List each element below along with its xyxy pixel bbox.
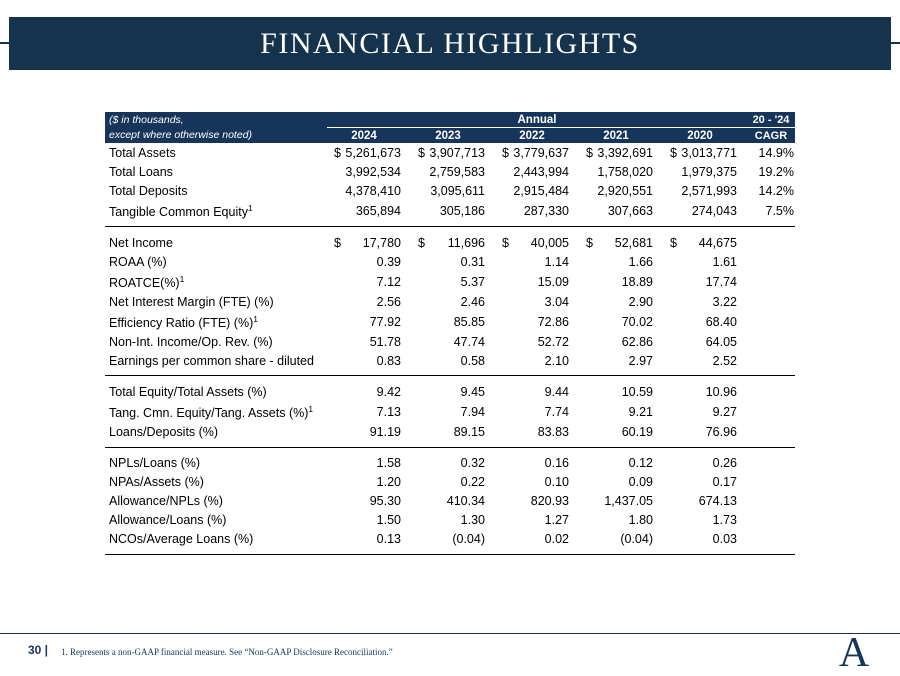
cell-value: 15.09 [537,274,569,289]
cell-value: 1.58 [376,456,401,471]
table-row [105,382,795,401]
cell-value: 3,392,691 [597,145,653,160]
row-label: Tang. Cmn. Equity/Tang. Assets (%)$^1$ [109,403,314,421]
section-divider [105,221,795,233]
value-cell [579,492,663,511]
cell-value: 674.13 [698,494,737,509]
year-header-2020: 2020 [663,128,747,144]
cell-value: 95.30 [369,494,401,509]
table-row [105,332,795,351]
value-cell [327,332,411,351]
table-row [105,530,795,549]
value-cell [579,162,663,181]
value-cell [495,423,579,442]
cell-value: 2.10 [544,353,569,368]
value-cell [327,382,411,401]
cell-value: 3,013,771 [681,145,737,160]
cell-value: 0.32 [460,456,485,471]
value-cell [495,401,579,422]
row-label: ROAA (%) [109,254,167,269]
value-cell [579,530,663,549]
section-divider-cell [105,370,795,382]
cell-value: 9.27 [712,405,737,420]
table-row [105,511,795,530]
cell-value: 9.44 [544,384,569,399]
table-row [105,292,795,311]
table-row [105,454,795,473]
cell-value: 3,992,534 [345,164,401,179]
dollar-sign: $ [418,235,425,250]
value-cell [663,530,747,549]
footnote-marker: 1 [179,273,185,284]
cell-value: 70.02 [621,314,653,329]
table-row [105,233,795,252]
cagr-value [747,511,795,530]
cagr-value [747,233,795,252]
value-cell [327,271,411,292]
title-banner [9,17,891,70]
cell-value: 1,979,375 [681,164,737,179]
divider-line [105,447,795,448]
value-cell [327,233,411,252]
cell-value: 7.94 [460,405,485,420]
dollar-sign: $ [334,145,341,160]
value-cell [327,473,411,492]
value-cell [579,332,663,351]
row-label: Total Equity/Total Assets (%) [109,384,267,399]
value-cell [327,252,411,271]
value-cell [495,530,579,549]
cell-value: 0.13 [376,532,401,547]
units-note-line2: except where otherwise noted) [105,128,327,144]
row-label: Total Loans [109,164,173,179]
cell-value: 9.42 [376,384,401,399]
cell-value: 68.40 [705,314,737,329]
cell-value: 9.45 [460,384,485,399]
cell-value: 51.78 [369,334,401,349]
section-divider-cell [105,549,795,561]
cell-value: 47.74 [453,334,485,349]
footnote-marker: 1 [247,202,253,213]
cell-value: 2,443,994 [513,164,569,179]
value-cell [663,233,747,252]
cell-value: 1.27 [544,513,569,528]
section-divider-cell [105,221,795,233]
value-cell [663,423,747,442]
cell-value: 5.37 [460,274,485,289]
cell-value: 2.56 [376,294,401,309]
value-cell [327,351,411,370]
value-cell [579,233,663,252]
cagr-value [747,351,795,370]
value-cell [663,162,747,181]
cell-value: 0.58 [460,353,485,368]
value-cell [663,511,747,530]
value-cell [663,143,747,162]
value-cell [663,454,747,473]
value-cell [663,382,747,401]
slide-title: FINANCIAL HIGHLIGHTS [260,26,640,60]
cell-value: 0.22 [460,475,485,490]
table-row [105,401,795,422]
dollar-sign: $ [586,235,593,250]
row-label: NPAs/Assets (%) [109,475,204,490]
banner-edge-line-left [0,42,9,44]
value-cell [495,332,579,351]
table-row [105,351,795,370]
cagr-value [747,530,795,549]
cell-value: 2,915,484 [513,183,569,198]
cagr-value [747,252,795,271]
cell-value: 1,437.05 [604,494,653,509]
row-label: Loans/Deposits (%) [109,425,219,440]
cell-value: 307,663 [607,203,653,218]
cell-value: 76.96 [705,425,737,440]
cell-value: 5,261,673 [345,145,401,160]
row-label: Efficiency Ratio (FTE) (%)$^1$ [109,313,258,330]
cell-value: 60.19 [621,425,653,440]
value-cell [327,511,411,530]
cell-value: 89.15 [453,425,485,440]
cell-value: 365,894 [355,203,401,218]
cell-value: 9.21 [628,405,653,420]
table-row [105,423,795,442]
cell-value: 410.34 [446,494,485,509]
cell-value: 2,571,993 [681,183,737,198]
cell-value: 305,186 [439,203,485,218]
section-divider-cell [105,442,795,454]
table-row [105,200,795,221]
value-cell [579,351,663,370]
cell-value: 3,779,637 [513,145,569,160]
value-cell [663,492,747,511]
row-label: NPLs/Loans (%) [109,456,201,471]
cagr-value [747,382,795,401]
dollar-sign: $ [502,145,509,160]
value-cell [327,143,411,162]
cagr-value [747,423,795,442]
cell-value: 0.12 [628,456,653,471]
value-cell [495,200,579,221]
cell-value: 1.30 [460,513,485,528]
cagr-value [747,473,795,492]
cell-value: 1.20 [376,475,401,490]
cell-value: 4,378,410 [345,183,401,198]
cell-value: 820.93 [530,494,569,509]
value-cell [327,454,411,473]
value-cell [579,181,663,200]
dollar-sign: $ [670,235,677,250]
cell-value: (0.04) [452,532,485,547]
table-section [105,143,795,221]
dollar-sign: $ [586,145,593,160]
row-label: Net Income [109,235,173,250]
dollar-sign: $ [502,235,509,250]
table-row [105,473,795,492]
cell-value: 85.85 [453,314,485,329]
cell-value: (0.04) [620,532,653,547]
table-row [105,311,795,332]
cell-value: 1.14 [544,254,569,269]
divider-line [105,554,795,555]
value-cell [411,271,495,292]
value-cell [495,162,579,181]
value-cell [327,181,411,200]
value-cell [411,332,495,351]
table-row [105,271,795,292]
value-cell [495,473,579,492]
cell-value: 0.31 [460,254,485,269]
value-cell [411,423,495,442]
value-cell [411,351,495,370]
cell-value: 17.74 [705,274,737,289]
value-cell [579,143,663,162]
row-label: Earnings per common share - diluted [109,353,314,368]
section-divider [105,549,795,561]
row-label: Net Interest Margin (FTE) (%) [109,294,274,309]
value-cell [579,423,663,442]
cell-value: 83.83 [537,425,569,440]
value-cell [663,332,747,351]
cell-value: 0.26 [712,456,737,471]
row-label: Allowance/NPLs (%) [109,494,223,509]
value-cell [411,311,495,332]
value-cell [327,401,411,422]
cell-value: 2,920,551 [597,183,653,198]
cell-value: 1.61 [712,254,737,269]
banner-edge-line-right [891,42,900,44]
divider-line [105,375,795,376]
value-cell [495,311,579,332]
cell-value: 274,043 [691,203,737,218]
value-cell [495,181,579,200]
cagr-value [747,311,795,332]
cell-value: 3,095,611 [430,183,485,198]
cell-value: 2.97 [628,353,653,368]
cell-value: 3,907,713 [429,145,485,160]
year-header-2024: 2024 [327,128,411,144]
value-cell [411,401,495,422]
cell-value: 44,675 [698,235,737,250]
value-cell [663,292,747,311]
cell-value: 0.16 [544,456,569,471]
table-section [105,454,795,549]
cell-value: 91.19 [369,425,401,440]
cagr-value [747,271,795,292]
table-section [105,233,795,370]
value-cell [411,454,495,473]
value-cell [411,233,495,252]
cagr-value [747,492,795,511]
dollar-sign: $ [418,145,425,160]
value-cell [663,181,747,200]
cagr-value [747,292,795,311]
cagr-value [747,332,795,351]
cell-value: 52.72 [537,334,569,349]
cell-value: 0.10 [544,475,569,490]
cagr-header-line2: CAGR [747,128,795,144]
value-cell [579,511,663,530]
cell-value: 2.90 [628,294,653,309]
table-row [105,181,795,200]
value-cell [411,200,495,221]
cell-value: 17,780 [362,235,401,250]
value-cell [663,311,747,332]
company-logo-a: A [838,630,870,676]
value-cell [495,271,579,292]
annual-header: Annual [327,112,747,128]
value-cell [411,492,495,511]
cell-value: 77.92 [369,314,401,329]
row-label: Non-Int. Income/Op. Rev. (%) [109,334,273,349]
cell-value: 7.74 [544,405,569,420]
row-label: Total Deposits [109,183,188,198]
cell-value: 1.66 [628,254,653,269]
value-cell [411,292,495,311]
dollar-sign: $ [670,145,677,160]
value-cell [411,382,495,401]
cell-value: 64.05 [705,334,737,349]
value-cell [663,271,747,292]
value-cell [663,473,747,492]
value-cell [495,511,579,530]
cagr-header-line1: 20 - '24 [747,112,795,128]
value-cell [495,143,579,162]
section-divider [105,370,795,382]
value-cell [327,292,411,311]
cell-value: 1.50 [376,513,401,528]
year-header-2023: 2023 [411,128,495,144]
value-cell [579,252,663,271]
value-cell [411,473,495,492]
cell-value: 0.02 [544,532,569,547]
cell-value: 1.73 [712,513,737,528]
financial-highlights-table [105,112,795,561]
units-note-line1: ($ in thousands, [105,112,327,128]
value-cell [411,181,495,200]
value-cell [411,162,495,181]
cell-value: 0.09 [628,475,653,490]
cell-value: 7.12 [376,274,401,289]
cagr-value: 14.2% [758,183,794,198]
value-cell [327,423,411,442]
footnote-marker: 1 [308,403,314,414]
cagr-value: 19.2% [758,164,794,179]
table-section [105,382,795,441]
value-cell [327,530,411,549]
value-cell [327,200,411,221]
footer-divider [0,633,900,634]
cell-value: 10.96 [705,384,737,399]
cell-value: 3.04 [544,294,569,309]
cell-value: 62.86 [621,334,653,349]
page-number: 30 | [28,643,49,657]
cell-value: 2.46 [460,294,485,309]
cagr-value: 7.5% [765,203,794,218]
table-row [105,492,795,511]
table-row [105,143,795,162]
footnote-text: 1. Represents a non-GAAP financial measure. See “Non-GAAP Disclosure Reconciliation.” [61,647,393,657]
cell-value: 0.39 [376,254,401,269]
value-cell [579,292,663,311]
cell-value: 2,759,583 [429,164,485,179]
cell-value: 7.13 [376,405,401,420]
value-cell [495,454,579,473]
cagr-value [747,401,795,422]
cell-value: 10.59 [621,384,653,399]
value-cell [579,401,663,422]
row-label: Tangible Common Equity$^1$ [109,202,253,219]
footnote-marker: 1 [253,313,258,324]
cell-value: 72.86 [537,314,569,329]
row-label: Allowance/Loans (%) [109,513,227,528]
cell-value: 3.22 [712,294,737,309]
cell-value: 1,758,020 [597,164,653,179]
value-cell [411,143,495,162]
section-divider [105,442,795,454]
value-cell [495,292,579,311]
row-label: NCOs/Average Loans (%) [109,532,254,547]
cagr-value: 14.9% [758,145,794,160]
value-cell [495,351,579,370]
value-cell [495,382,579,401]
year-header-2022: 2022 [495,128,579,144]
cell-value: 40,005 [530,235,569,250]
value-cell [579,454,663,473]
cell-value: 2.52 [712,353,737,368]
value-cell [327,311,411,332]
value-cell [495,492,579,511]
cell-value: 11,696 [447,235,485,250]
value-cell [327,492,411,511]
row-label: Total Assets [109,145,176,160]
cell-value: 18.89 [621,274,653,289]
dollar-sign: $ [334,235,341,250]
cell-value: 1.80 [628,513,653,528]
cell-value: 0.03 [712,532,737,547]
value-cell [579,271,663,292]
cell-value: 0.83 [376,353,401,368]
year-header-2021: 2021 [579,128,663,144]
cell-value: 52,681 [614,235,653,250]
cagr-value [747,454,795,473]
value-cell [663,200,747,221]
row-label: ROATCE(%)$^1$ [109,273,185,290]
value-cell [663,401,747,422]
cell-value: 0.17 [712,475,737,490]
value-cell [411,530,495,549]
table-row [105,252,795,271]
value-cell [327,162,411,181]
value-cell [579,382,663,401]
value-cell [495,252,579,271]
value-cell [579,311,663,332]
divider-line [105,226,795,227]
cell-value: 287,330 [523,203,569,218]
value-cell [411,252,495,271]
value-cell [411,511,495,530]
value-cell [663,252,747,271]
table-header [105,112,795,143]
table-row [105,162,795,181]
value-cell [495,233,579,252]
value-cell [579,473,663,492]
value-cell [663,351,747,370]
value-cell [579,200,663,221]
